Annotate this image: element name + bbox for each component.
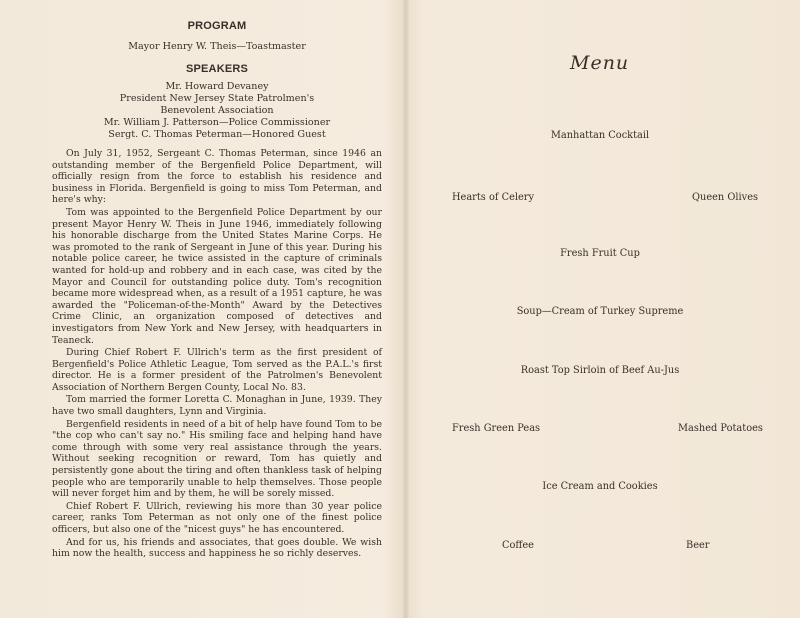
menu-item-cocktail: Manhattan Cocktail (550, 130, 650, 141)
menu-page (430, 0, 770, 618)
menu-item-olives: Queen Olives (692, 192, 759, 203)
menu-item-peas: Fresh Green Peas (452, 423, 541, 434)
menu-item-beer: Beer (686, 540, 710, 551)
menu-item-roast: Roast Top Sirloin of Beef Au-Jus (520, 365, 680, 376)
bio-paragraph: During Chief Robert F. Ullrich's term as the first president of Bergenfield's Police Athletic League, Tom served as the P.A.L.'s first director. He is a former president of the Patrolmen's Benevolent Association of Northern Bergen County, Local No. 83. (52, 347, 382, 393)
speaker-line: President New Jersey State Patrolmen's (119, 93, 315, 104)
bio-paragraph: Tom was appointed to the Bergenfield Police Department by our present Mayor Henry W. Theis in June 1946, immediately following his honorable discharge from the United States Marine Corps. He was promoted to the rank of Sergeant in June of this year. During his notable police career, he twice assisted in the capture of criminals wanted for hold-up and robbery and in each case, was cited by the Mayor and Council for outstanding police duty. Tom's recognition became more widespread when, as a result of a 1951 capture, he was awarded the "Policeman-of-the-Month" Award by the Detectives Crime Clinic, an organization composed of detectives and investigators from New York and New Jersey, with headquarters in Teaneck. (52, 206, 382, 346)
menu-title: Menu (570, 52, 630, 74)
program-heading: PROGRAM (187, 20, 247, 32)
speaker-line: Mr. William J. Patterson—Police Commissioner (103, 117, 331, 128)
speaker-line: Benevolent Association (160, 105, 274, 116)
speaker-line: Sergt. C. Thomas Peterman—Honored Guest (108, 129, 326, 140)
menu-item-fruit-cup: Fresh Fruit Cup (560, 248, 640, 259)
program-page (52, 20, 382, 561)
menu-item-celery: Hearts of Celery (452, 192, 535, 203)
honoree-biography (52, 148, 382, 560)
menu-item-coffee: Coffee (502, 540, 534, 551)
bio-paragraph: Chief Robert F. Ullrich, reviewing his more than 30 year police career, ranks Tom Peterman as not only one of the finest police officers, but also one of the "nicest guys" he has encountered. (52, 500, 382, 535)
bio-paragraph: Bergenfield residents in need of a bit of help have found Tom to be "the cop who can't say no." His smiling face and helping hand have come through with some very real assistance through the years. Without seeking recognition or reward, Tom has quietly and persistently gone about the tiring and often thankless task of helping people who are temporarily unable to help themselves. Those people will never forget him and by them, he will be sorely missed. (52, 418, 382, 500)
speakers-heading: SPEAKERS (185, 63, 249, 75)
menu-item-soup: Soup—Cream of Turkey Supreme (516, 306, 684, 317)
speaker-line: Mr. Howard Devaney (165, 81, 269, 92)
bio-paragraph: And for us, his friends and associates, that goes double. We wish him now the health, success and happiness he so richly deserves. (52, 536, 382, 560)
page-fold (403, 0, 409, 618)
bio-paragraph: Tom married the former Loretta C. Monaghan in June, 1939. They have two small daughters, Lynn and Virginia. (52, 394, 382, 418)
bio-paragraph: On July 31, 1952, Sergeant C. Thomas Peterman, since 1946 an outstanding member of the Bergenfield Police Department, will officially resign from the force to establish his residence and business in Florida. Bergenfield is going to miss Tom Peterman, and here's why: (52, 148, 382, 206)
menu-item-dessert: Ice Cream and Cookies (542, 481, 658, 492)
toastmaster-line: Mayor Henry W. Theis—Toastmaster (128, 41, 306, 52)
menu-item-potatoes: Mashed Potatoes (678, 423, 763, 434)
speaker-list (52, 81, 382, 141)
